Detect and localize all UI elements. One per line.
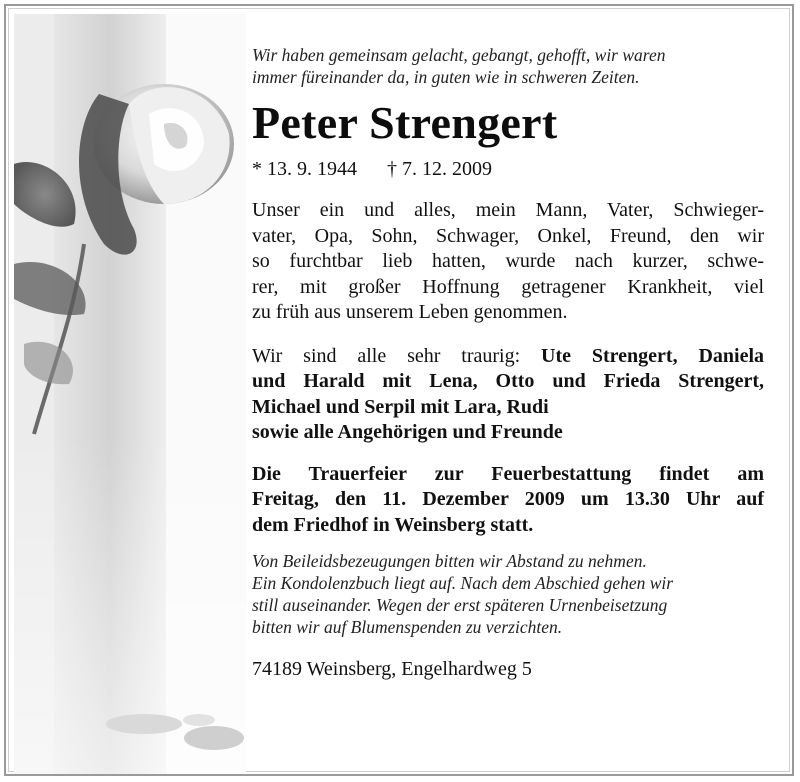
mourners-line: Michael und Serpil mit Lara, Rudi bbox=[252, 395, 549, 418]
motto-line: immer füreinander da, in guten wie in schweren Zeiten. bbox=[252, 67, 640, 87]
note-line: Ein Kondolenzbuch liegt auf. Nach dem Abschied gehen wir bbox=[252, 573, 674, 593]
bio-line: vater, Opa, Sohn, Schwager, Onkel, Freund, den wir bbox=[252, 224, 764, 247]
bio-line: Unser ein und alles, mein Mann, Vater, Schwieger- bbox=[252, 199, 764, 221]
bio-line: so furchtbar lieb hatten, wurde nach kurzer, schwe- bbox=[252, 250, 764, 272]
motto-line: Wir haben gemeinsam gelacht, gebangt, gehofft, wir waren bbox=[252, 45, 666, 65]
funeral-info bbox=[252, 462, 764, 539]
mourners-line: sowie alle Angehörigen und Freunde bbox=[252, 421, 563, 443]
life-dates bbox=[252, 156, 764, 182]
bio-line: zu früh aus unserem Leben genommen. bbox=[252, 301, 568, 323]
funeral-line: Die Trauerfeier zur Feuerbestattung findet am bbox=[252, 462, 764, 485]
address: 74189 Weinsberg, Engelhardweg 5 bbox=[252, 657, 532, 680]
biography bbox=[252, 198, 764, 326]
funeral-line: Freitag, den 11. Dezember 2009 um 13.30 Uhr auf bbox=[252, 488, 764, 510]
mourners-names: Ute Strengert, Daniela bbox=[541, 344, 765, 367]
motto bbox=[252, 44, 764, 88]
mourners-line bbox=[252, 344, 764, 370]
obituary-content bbox=[252, 44, 764, 702]
note-line: bitten wir auf Blumenspenden zu verzichten. bbox=[252, 617, 563, 637]
obituary-frame bbox=[4, 4, 794, 776]
rose-illustration bbox=[14, 14, 246, 774]
note-line: still auseinander. Wegen der erst späteren Urnenbeisetzung bbox=[252, 595, 668, 615]
funeral-line: dem Friedhof in Weinsberg statt. bbox=[252, 513, 534, 536]
bio-line: rer, mit großer Hoffnung getragener Krankheit, viel bbox=[252, 275, 764, 298]
mourners-intro: Wir sind alle sehr traurig: bbox=[252, 344, 521, 367]
birth-date: * 13. 9. 1944 bbox=[252, 158, 357, 180]
note-line: Von Beileidsbezeugungen bitten wir Abstand zu nehmen. bbox=[252, 551, 647, 571]
mourners bbox=[252, 344, 764, 446]
deceased-name: Peter Strengert bbox=[252, 97, 558, 148]
closing-note bbox=[252, 550, 764, 638]
mourners-line: und Harald mit Lena, Otto und Frieda Strengert, bbox=[252, 370, 764, 392]
death-date: † 7. 12. 2009 bbox=[387, 158, 492, 180]
